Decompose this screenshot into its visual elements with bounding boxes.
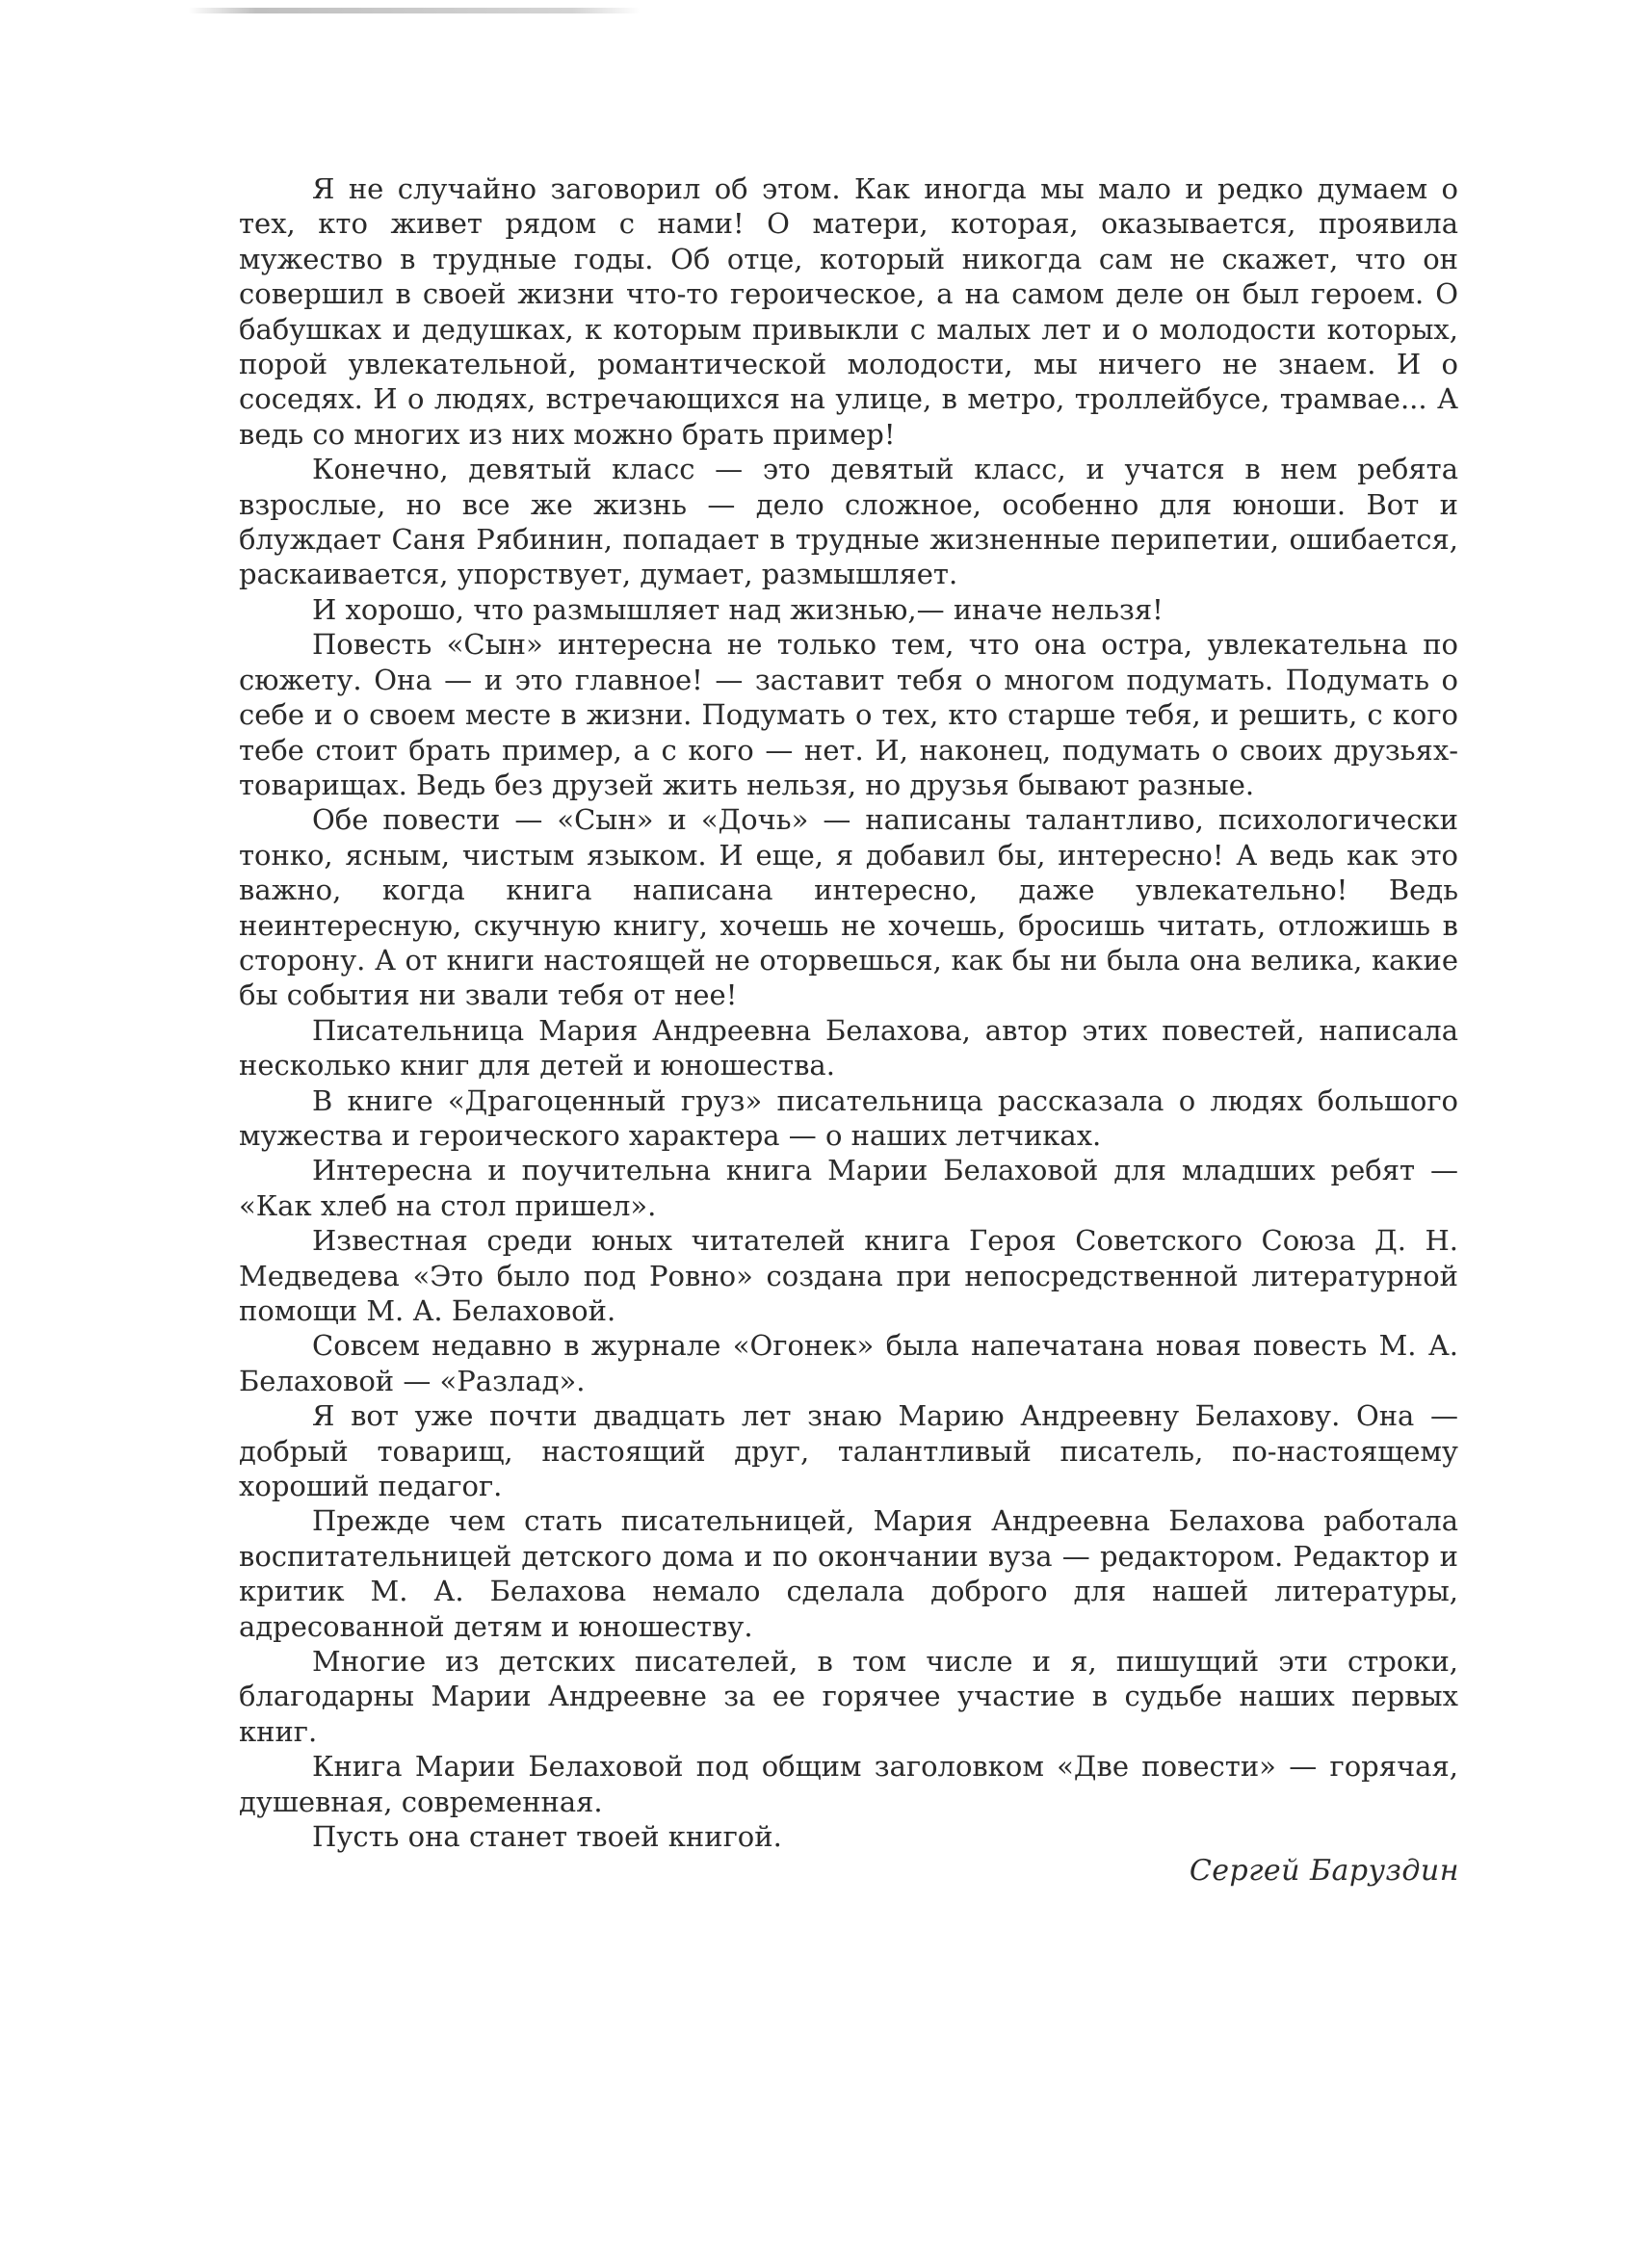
paragraph: В книге «Драгоценный груз» писательница рассказала о людях большого мужества и героического характера — о наших летчиках. — [239, 1083, 1458, 1152]
paragraph: Известная среди юных читателей книга Героя Советского Союза Д. Н. Медведева «Это было под Ровно» создана при непосредственной литературной помощи М. А. Белаховой. — [239, 1224, 1458, 1327]
paragraph: Совсем недавно в журнале «Огонек» была напечатана новая повесть М. А. Белаховой — «Разлад». — [239, 1329, 1458, 1397]
paragraph: Я вот уже почти двадцать лет знаю Марию Андреевну Белахову. Она — добрый товарищ, настоящий друг, талантливый писатель, по-настоящему хороший педагог. — [239, 1399, 1458, 1503]
author-signature: Сергей Баруздин — [1189, 1854, 1459, 1888]
paragraph: Обе повести — «Сын» и «Дочь» — написаны талантливо, психологически тонко, ясным, чистым языком. И еще, я добавил бы, интересно! А ведь как это важно, когда книга написана интересно, даже увлекательно! Ведь неинтересную, скучную книгу, хочешь не хочешь, бросишь читать, отложишь в сторону. А от книги настоящей не оторвешься, как бы ни была она велика, какие бы события ни звали тебя от нее! — [239, 803, 1458, 1012]
paragraph: Пусть она станет твоей книгой. — [312, 1820, 782, 1854]
scan-artifact — [188, 8, 641, 13]
paragraph: Книга Марии Белаховой под общим заголовком «Две повести» — горячая, душевная, современная. — [239, 1750, 1458, 1818]
paragraph: Я не случайно заговорил об этом. Как иногда мы мало и редко думаем о тех, кто живет рядом с нами! О матери, которая, оказывается, проявила мужество в трудные годы. Об отце, который никогда сам не скажет, что он совершил в своей жизни что-то героическое, а на самом деле он был героем. О бабушках и дедушках, к которым привыкли с малых лет и о молодости которых, порой увлекательной, романтической молодости, мы ничего не знаем. И о соседях. И о людях, встречающихся на улице, в метро, троллейбусе, трамвае... А ведь со многих из них можно брать пример! — [239, 172, 1458, 451]
body-text — [239, 171, 1458, 1855]
paragraph: Интересна и поучительна книга Марии Белаховой для младших ребят — «Как хлеб на стол пришел». — [239, 1154, 1458, 1222]
paragraph: Многие из детских писателей, в том числе и я, пишущий эти строки, благодарны Марии Андреевне за ее горячее участие в судьбе наших первых книг. — [239, 1645, 1458, 1748]
paragraph: Конечно, девятый класс — это девятый класс, и учатся в нем ребята взрослые, но все же жизнь — дело сложное, особенно для юноши. Вот и блуждает Саня Рябинин, попадает в трудные жизненные перипетии, ошибается, раскаивается, упорствует, думает, размышляет. — [239, 453, 1458, 591]
paragraph: Повесть «Сын» интересна не только тем, что она остра, увлекательна по сюжету. Она — и это главное! — заставит тебя о многом подумать. Подумать о себе и о своем месте в жизни. Подумать о тех, кто старше тебя, и решить, с кого тебе стоит брать пример, а с кого — нет. И, наконец, подумать о своих друзьях-товарищах. Ведь без друзей жить нельзя, но друзья бывают разные. — [239, 628, 1458, 801]
paragraph: И хорошо, что размышляет над жизнью,— иначе нельзя! — [312, 592, 1164, 626]
paragraph: Прежде чем стать писательницей, Мария Андреевна Белахова работала воспитательницей детского дома и по окончании вуза — редактором. Редактор и критик М. А. Белахова немало сделала доброго для нашей литературы, адресованной детям и юношеству. — [239, 1504, 1458, 1643]
paragraph: Писательница Мария Андреевна Белахова, автор этих повестей, написала несколько книг для детей и юношества. — [239, 1013, 1458, 1082]
